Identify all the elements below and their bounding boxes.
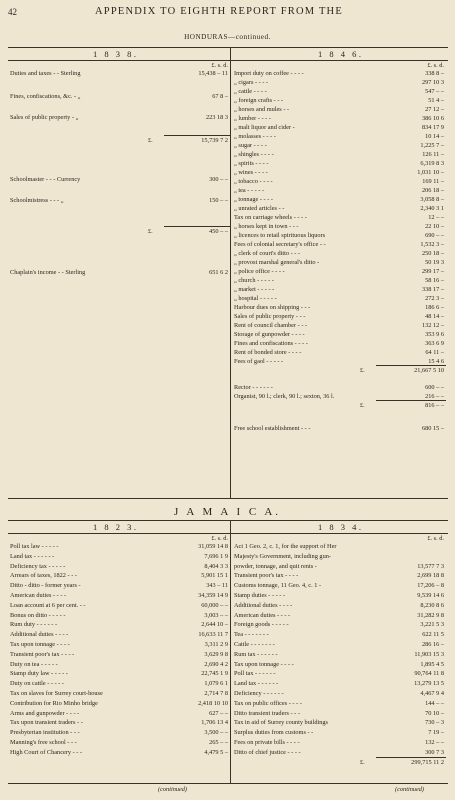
row-amount: 1,079 6 1: [204, 680, 228, 688]
row-amount: 338 8 –: [425, 70, 444, 77]
row-label: Majesty's Government, including gun-: [234, 552, 331, 560]
row-amount: 5,901 15 1: [201, 572, 228, 580]
row-amount: 272 3 –: [425, 295, 444, 302]
row-label: Transient poor's tax - - - -: [234, 572, 299, 580]
row-label: „ market - - - - -: [234, 286, 275, 293]
row-amount: 10 14 –: [425, 133, 444, 140]
row-amount: 353 9 6: [425, 331, 444, 338]
row-label: „ lumber - - - -: [234, 115, 271, 122]
row-label: Tax upon transient traders - -: [10, 719, 83, 727]
row-label: Fines, confiscations, &c. - „: [10, 93, 81, 100]
row-amount: 12 – –: [428, 214, 444, 221]
row-amount: 1,031 10 –: [417, 169, 444, 176]
continued-note-right: (continued): [395, 786, 425, 793]
row-amount: 3,629 9 8: [204, 650, 228, 658]
money-header-left: £. s. d.: [211, 535, 228, 542]
continued-note-left: (continued): [158, 786, 188, 793]
row-label: Storage of gunpowder - - - -: [234, 331, 305, 338]
row-amount: 13,577 7 3: [417, 562, 444, 570]
row-label: „ church - - - - -: [234, 277, 274, 284]
row-amount: 132 12 –: [421, 322, 444, 329]
total-label: £.: [148, 137, 153, 144]
row-amount: 144 – –: [425, 699, 444, 707]
row-label: Foreign goods - - - - -: [234, 621, 289, 629]
row-amount: 22,745 1 9: [201, 670, 228, 678]
row-label: Additional duties - - - -: [234, 601, 293, 609]
row-amount: 386 10 6: [421, 115, 444, 122]
row-label: „ foreign crafts - - -: [234, 97, 284, 104]
row-label: Cattle - - - - - - -: [234, 641, 275, 648]
row-amount: 169 11 –: [422, 178, 444, 185]
row-label: Customs tonnage, 11 Geo. 4, c. 1 -: [234, 582, 322, 590]
total-rule: [376, 365, 446, 366]
row-label: Contribution for Rio Minho bridge: [10, 699, 98, 707]
row-label: „ malt liquor and cider -: [234, 124, 295, 131]
row-amount: 690 – –: [425, 232, 444, 239]
row-label: Tax on slaves for Surrey court-house: [10, 690, 103, 697]
row-label: „ provost marshal general's ditto -: [234, 259, 320, 266]
row-label: American duties - - - -: [10, 592, 67, 599]
running-head: APPENDIX TO EIGHTH REPORT FROM THE: [95, 6, 343, 17]
row-amount: 1,895 4 5: [420, 660, 444, 668]
row-amount: 216 – –: [425, 393, 444, 400]
total-label: £.: [148, 228, 153, 235]
row-label: Arrears of taxes, 1822 - - -: [10, 572, 77, 580]
row-label: Schoolmaster - - - Currency: [10, 176, 81, 183]
row-amount: 132 – –: [425, 739, 444, 746]
row-amount: 2,340 3 1: [420, 205, 444, 212]
row-amount: 547 – –: [425, 88, 444, 95]
row-label: Fees of gaol - - - - -: [234, 358, 284, 365]
row-label: „ tea - - - - -: [234, 187, 265, 194]
row-amount: 206 18 –: [421, 187, 444, 194]
row-amount: 58 16 –: [425, 277, 444, 284]
total-label: £.: [360, 402, 365, 409]
row-label: Deficiency tax - - - - -: [10, 562, 66, 570]
row-label: Land tax - - - - - -: [10, 552, 55, 560]
total-rule: [376, 757, 446, 758]
row-amount: 363 6 9: [425, 340, 444, 347]
row-label: Rum tax - - - - - -: [234, 650, 278, 658]
row-amount: 3,311 2 9: [204, 641, 228, 648]
row-amount: 286 16 –: [421, 641, 444, 648]
row-label: Schoolmistress - - - „: [10, 197, 64, 204]
row-amount: 680 15 –: [421, 425, 444, 432]
year-1823: 1 8 2 3.: [93, 522, 139, 532]
row-amount: 834 17 9: [421, 124, 444, 131]
row-amount: 223 18 3: [205, 114, 228, 121]
row-label: „ licences to retail spirituous liquors: [234, 232, 326, 239]
row-label: Tax on carriage wheels - - - -: [234, 214, 307, 221]
row-amount: 299 17 –: [421, 268, 444, 275]
row-label: „ wines - - - -: [234, 169, 268, 176]
row-label: Tea - - - - - - -: [234, 631, 269, 639]
row-label: Ditto of chief justice - - - -: [234, 748, 301, 756]
jamaica-table: [8, 520, 448, 784]
page-number: 42: [8, 7, 17, 17]
row-label: „ horses and mules - -: [234, 106, 290, 113]
row-amount: 31,059 14 8: [198, 543, 228, 550]
row-label: Loan account at 6 per cent. - -: [10, 601, 86, 609]
row-amount: 3,221 5 3: [420, 621, 444, 629]
row-amount: 8,230 8 6: [420, 601, 444, 609]
row-amount: 31,282 9 8: [417, 611, 444, 619]
row-label: Poll tax - - - - - -: [234, 670, 276, 678]
row-label: American duties - - - -: [234, 611, 291, 619]
section-subheading: HONDURAS—continued.: [184, 33, 271, 41]
row-label: Tax upon tonnage - - - -: [234, 660, 294, 668]
row-amount: 338 17 –: [421, 286, 444, 293]
row-label: Rum duty - - - - - -: [10, 621, 58, 629]
row-label: Fees on private bills - - - -: [234, 739, 300, 746]
year-1834: 1 8 3 4.: [318, 522, 364, 532]
money-header-right: £. s. d.: [427, 535, 444, 542]
row-amount: 2,418 10 10: [198, 699, 228, 707]
row-amount: 730 – 3: [425, 719, 444, 727]
row-amount: 2,714 7 8: [204, 690, 228, 697]
row-label: Land tax - - - - - -: [234, 680, 279, 688]
total-amount: 299,715 11 2: [411, 758, 444, 766]
row-amount: 2,699 18 8: [417, 572, 444, 580]
row-amount: 64 11 –: [425, 349, 444, 356]
row-label: „ unrated articles - -: [234, 205, 285, 212]
row-amount: 51 4 –: [428, 97, 444, 104]
year-1846: 1 8 4 6.: [318, 49, 364, 59]
row-amount: 651 6 2: [209, 269, 228, 276]
row-label: „ shingles - - - -: [234, 151, 274, 158]
row-label: Sales of public property - „: [10, 114, 79, 121]
total-rule: [376, 400, 446, 401]
total-amount: 21,667 5 10: [414, 367, 444, 374]
row-amount: 16,633 11 7: [198, 631, 228, 639]
row-label: Rent of council chamber - - -: [234, 322, 308, 329]
row-label: „ sugar - - - -: [234, 142, 267, 149]
row-amount: 297 10 3: [421, 79, 444, 86]
row-amount: 22 10 –: [425, 223, 444, 230]
row-label: Arms and gunpowder - - - -: [10, 709, 80, 717]
row-amount: 7 19 –: [428, 729, 444, 737]
row-amount: 126 11 –: [422, 151, 444, 158]
total-rule: [164, 226, 230, 227]
total-rule: [164, 135, 230, 136]
row-label: Duty on cattle - - - - -: [10, 680, 65, 688]
row-amount: 70 10 –: [425, 709, 444, 717]
row-amount: 17,206 – 8: [417, 582, 444, 590]
row-label: Ditto - ditto - former years -: [10, 582, 81, 590]
row-label: „ police office - - - -: [234, 268, 285, 275]
row-label: powder, tonnage, and quit rents -: [234, 562, 317, 570]
total-amount: 15,739 7 2: [201, 137, 228, 144]
row-label: High Court of Chancery - - -: [10, 748, 83, 756]
row-amount: 60,000 – –: [201, 601, 228, 609]
total-label: £.: [360, 367, 365, 374]
row-label: „ cigars - - - -: [234, 79, 269, 86]
row-amount: 343 – 11: [206, 582, 228, 590]
jamaica-title: J A M A I C A.: [173, 506, 282, 518]
row-amount: 300 7 3: [425, 748, 444, 756]
row-label: Manning's free school - - -: [10, 739, 77, 746]
row-amount: 250 18 –: [421, 250, 444, 257]
row-amount: 2,690 4 2: [204, 660, 228, 668]
row-label: Surplus duties from customs - -: [234, 729, 314, 737]
row-amount: 3,058 8 –: [420, 196, 444, 203]
row-amount: 627 – –: [209, 709, 228, 717]
row-label: Tax on public offices - - - -: [234, 699, 302, 707]
row-label: Chaplain's income - - Sterling: [10, 269, 86, 276]
row-label: Poll tax law - - - - -: [10, 543, 59, 550]
row-label: „ horses kept in town - - -: [234, 223, 299, 230]
row-amount: 13,279 13 5: [414, 680, 444, 688]
row-label: Tax in aid of Surrey county buildings: [234, 719, 328, 727]
row-amount: 90,764 11 8: [414, 670, 444, 678]
row-label: „ spirits - - - -: [234, 160, 269, 167]
row-label: Import duty on coffee - - - -: [234, 70, 304, 77]
row-label: „ molasses - - - -: [234, 133, 276, 140]
row-label: Act 1 Geo. 2, c. 1, for the support of Her: [234, 543, 337, 550]
row-label: „ hospital - - - - -: [234, 295, 277, 302]
row-label: Stamp duties - - - - -: [234, 592, 286, 599]
row-amount: 4,467 9 4: [420, 690, 444, 697]
total-amount: 816 – –: [425, 402, 444, 409]
row-label: Organist, 90 l.; clerk, 90 l.; sexton, 36 l.: [234, 393, 335, 400]
row-label: Duties and taxes - - Sterling: [10, 70, 81, 77]
row-amount: 50 19 3: [425, 259, 444, 266]
row-amount: 186 6 –: [425, 304, 444, 311]
row-label: „ clerk of court's ditto - - -: [234, 250, 301, 257]
money-header-right: £. s. d.: [427, 62, 444, 69]
row-label: Transient poor's tax - - - -: [10, 650, 75, 658]
year-1838: 1 8 3 8.: [93, 49, 139, 59]
row-label: „ tobacco - - - -: [234, 178, 273, 185]
row-amount: 15 4 6: [428, 358, 444, 365]
row-label: Stamp duty law - - - - -: [10, 670, 68, 678]
row-amount: 6,319 8 3: [420, 160, 444, 167]
row-label: Presbyterian institution - - -: [10, 729, 80, 737]
row-amount: 4,479 5 –: [204, 748, 228, 756]
row-label: Harbour dues on shipping - - -: [234, 304, 311, 311]
total-label: £.: [360, 758, 365, 766]
row-label: Additional duties - - - -: [10, 631, 69, 639]
row-amount: 2,644 10 –: [201, 621, 228, 629]
row-amount: 265 – –: [209, 739, 228, 746]
row-amount: 9,539 14 6: [417, 592, 444, 599]
row-amount: 3,500 – –: [204, 729, 228, 737]
row-amount: 622 11 5: [422, 631, 444, 639]
row-label: Free school establishment - - -: [234, 425, 311, 432]
row-label: Tax upon tonnage - - - -: [10, 641, 70, 648]
row-amount: 600 – –: [425, 384, 444, 391]
row-amount: 11,903 15 3: [414, 650, 444, 658]
row-label: „ tonnage - - - -: [234, 196, 273, 203]
row-amount: 1,706 13 4: [201, 719, 228, 727]
row-amount: 1,532 3 –: [420, 241, 444, 248]
row-label: Rent of bonded store - - - -: [234, 349, 302, 356]
row-label: Deficiency - - - - - -: [234, 690, 284, 697]
row-amount: 27 12 –: [425, 106, 444, 113]
row-label: Fees of colonial secretary's office - -: [234, 241, 326, 248]
row-amount: 67 8 –: [212, 93, 228, 100]
row-amount: 8,404 3 3: [204, 562, 228, 570]
row-amount: 15,438 – 11: [198, 70, 228, 77]
row-label: Ditto transient traders - - -: [234, 709, 300, 717]
row-label: Duty on tea - - - - -: [10, 660, 58, 668]
row-amount: 300 – –: [209, 176, 228, 183]
row-label: Bonus on ditto - - - - -: [10, 611, 66, 619]
row-amount: 3,003 – –: [204, 611, 228, 619]
honduras-table: [8, 47, 448, 499]
row-amount: 48 14 –: [425, 313, 444, 320]
row-amount: 34,359 14 9: [198, 592, 228, 599]
row-label: Rector - - - - - -: [234, 384, 273, 391]
total-amount: 450 – –: [209, 228, 228, 235]
row-amount: 150 – –: [209, 197, 228, 204]
row-label: Fines and confiscations - - - -: [234, 340, 308, 347]
row-amount: 1,225 7 –: [420, 142, 444, 149]
row-label: „ cattle - - - -: [234, 88, 267, 95]
row-label: Sales of public property - - -: [234, 313, 306, 320]
row-amount: 7,696 1 9: [204, 552, 228, 560]
money-header-left: £. s. d.: [211, 62, 228, 69]
